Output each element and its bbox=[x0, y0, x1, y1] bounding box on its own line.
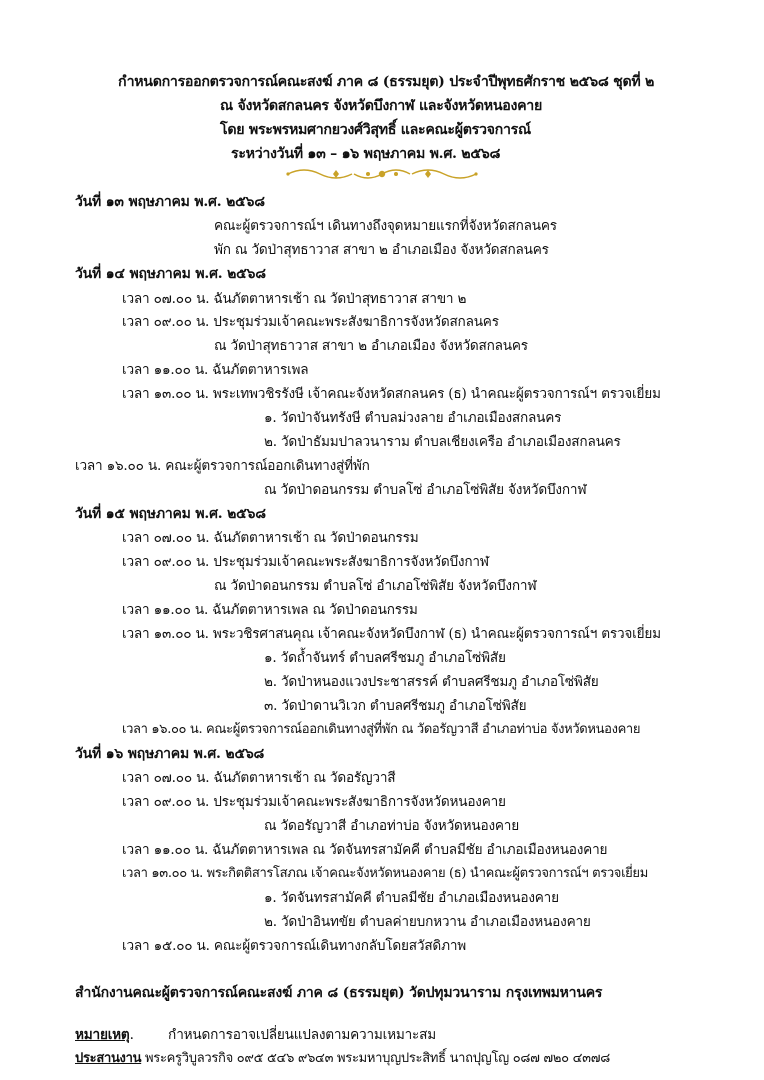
day-15-line-4: เวลา ๑๑.๐๐ น. ฉันภัตตาหารเพล ณ วัดป่าดอนกรรม bbox=[122, 602, 418, 618]
day-13-title: วันที่ ๑๓ พฤษภาคม พ.ศ. ๒๕๖๘ bbox=[75, 194, 265, 210]
day-14-line-4: เวลา ๑๑.๐๐ น. ฉันภัตตาหารเพล bbox=[122, 362, 309, 378]
day-15-line-5: เวลา ๑๓.๐๐ น. พระวชิรศาสนคุณ เจ้าคณะจังหวัดบึงกาฬ (ธ) นำคณะผู้ตรวจการณ์ฯ ตรวจเยี่ยม bbox=[122, 626, 661, 642]
header-line-2: ณ จังหวัดสกลนคร จังหวัดบึงกาฬ และจังหวัดหนองคาย bbox=[220, 98, 542, 114]
day-15-title: วันที่ ๑๕ พฤษภาคม พ.ศ. ๒๕๖๘ bbox=[75, 506, 266, 522]
day-16-line-8: เวลา ๑๕.๐๐ น. คณะผู้ตรวจการณ์เดินทางกลับโดยสวัสดิภาพ bbox=[122, 938, 467, 954]
header-line-4: ระหว่างวันที่ ๑๓ – ๑๖ พฤษภาคม พ.ศ. ๒๕๖๘ bbox=[231, 146, 501, 162]
day-16-line-1: เวลา ๐๗.๐๐ น. ฉันภัตตาหารเช้า ณ วัดอรัญวาสี bbox=[122, 770, 396, 786]
office-signature: สำนักงานคณะผู้ตรวจการณ์คณะสงฆ์ ภาค ๘ (ธรรมยุต) วัดปทุมวนาราม กรุงเทพมหานคร bbox=[75, 985, 603, 1001]
day-15-line-1: เวลา ๐๗.๐๐ น. ฉันภัตตาหารเช้า ณ วัดป่าดอนกรรม bbox=[122, 530, 419, 546]
day-13-line-2: พัก ณ วัดป่าสุทธาวาส สาขา ๒ อำเภอเมือง จังหวัดสกลนคร bbox=[214, 242, 549, 258]
day-16-line-5: เวลา ๑๓.๐๐ น. พระกิตติสารโสภณ เจ้าคณะจังหวัดหนองคาย (ธ) นำคณะผู้ตรวจการณ์ฯ ตรวจเยี่ยม bbox=[122, 866, 648, 881]
day-15-line-9: เวลา ๑๖.๐๐ น. คณะผู้ตรวจการณ์ออกเดินทางสู่ที่พัก ณ วัดอรัญวาสี อำเภอท่าบ่อ จังหวัดหนองคาย bbox=[122, 722, 641, 737]
day-14-line-6: ๑. วัดป่าจันทรังษี ตำบลม่วงลาย อำเภอเมืองสกลนคร bbox=[264, 410, 562, 426]
day-14-line-3: ณ วัดป่าสุทธาวาส สาขา ๒ อำเภอเมือง จังหวัดสกลนคร bbox=[214, 338, 528, 354]
day-16-line-2: เวลา ๐๙.๐๐ น. ประชุมร่วมเจ้าคณะพระสังฆาธิการจังหวัดหนองคาย bbox=[122, 794, 506, 810]
day-16-line-6: ๑. วัดจันทรสามัคคี ตำบลมีชัย อำเภอเมืองหนองคาย bbox=[264, 890, 559, 906]
contact-text: พระครูวิบูลวรกิจ ๐๙๕ ๕๔๖ ๙๖๔๓ พระมหาบุญประสิทธิ์ นาถปุญโญ ๐๘๗ ๗๒๐ ๔๓๗๘ bbox=[145, 1051, 610, 1066]
day-14-line-8: เวลา ๑๖.๐๐ น. คณะผู้ตรวจการณ์ออกเดินทางสู่ที่พัก bbox=[75, 458, 370, 474]
day-13-line-1: คณะผู้ตรวจการณ์ฯ เดินทางถึงจุดหมายแรกที่จังหวัดสกลนคร bbox=[214, 218, 557, 234]
day-16-line-4: เวลา ๑๑.๐๐ น. ฉันภัตตาหารเพล ณ วัดจันทรสามัคคี ตำบลมีชัย อำเภอเมืองหนองคาย bbox=[122, 842, 608, 858]
day-14-line-1: เวลา ๐๗.๐๐ น. ฉันภัตตาหารเช้า ณ วัดป่าสุทธาวาส สาขา ๒ bbox=[122, 291, 467, 307]
day-14-title: วันที่ ๑๔ พฤษภาคม พ.ศ. ๒๕๖๘ bbox=[75, 266, 266, 282]
note-label-suffix: . bbox=[129, 1027, 134, 1043]
day-16-line-3: ณ วัดอรัญวาสี อำเภอท่าบ่อ จังหวัดหนองคาย bbox=[264, 818, 519, 834]
note-row bbox=[75, 1026, 134, 1044]
note-label: หมายเหตุ bbox=[75, 1027, 130, 1043]
day-16-title: วันที่ ๑๖ พฤษภาคม พ.ศ. ๒๕๖๘ bbox=[75, 746, 265, 762]
day-14-line-5: เวลา ๑๓.๐๐ น. พระเทพวชิรรังษี เจ้าคณะจังหวัดสกลนคร (ธ) นำคณะผู้ตรวจการณ์ฯ ตรวจเยี่ยม bbox=[122, 386, 661, 402]
day-15-line-7: ๒. วัดป่าหนองแวงประชาสรรค์ ตำบลศรีชมภู อำเภอโซ่พิสัย bbox=[264, 674, 599, 690]
contact-row bbox=[75, 1050, 610, 1068]
header-line-3: โดย พระพรหมศากยวงศ์วิสุทธิ์ และคณะผู้ตรวจการณ์ bbox=[220, 122, 531, 138]
note-text: กำหนดการอาจเปลี่ยนแปลงตามความเหมาะสม bbox=[168, 1027, 436, 1043]
day-15-line-3: ณ วัดป่าดอนกรรม ตำบลโซ่ อำเภอโซ่พิสัย จังหวัดบึงกาฬ bbox=[214, 578, 537, 594]
day-15-line-6: ๑. วัดถ้ำจันทร์ ตำบลศรีชมภู อำเภอโซ่พิสัย bbox=[264, 650, 506, 666]
day-14-line-9: ณ วัดป่าดอนกรรม ตำบลโซ่ อำเภอโซ่พิสัย จังหวัดบึงกาฬ bbox=[264, 482, 587, 498]
day-16-line-7: ๒. วัดป่าอินทขัย ตำบลค่ายบกหวาน อำเภอเมืองหนองคาย bbox=[264, 914, 591, 930]
contact-label: ประสานงาน bbox=[75, 1051, 142, 1066]
day-15-line-8: ๓. วัดป่าดานวิเวก ตำบลศรีชมภู อำเภอโซ่พิสัย bbox=[264, 698, 527, 714]
decorative-divider-icon bbox=[284, 164, 480, 184]
day-15-line-2: เวลา ๐๙.๐๐ น. ประชุมร่วมเจ้าคณะพระสังฆาธิการจังหวัดบึงกาฬ bbox=[122, 554, 489, 570]
day-14-line-7: ๒. วัดป่าธัมมปาลวนาราม ตำบลเชียงเครือ อำเภอเมืองสกลนคร bbox=[264, 434, 621, 450]
header-line-1: กำหนดการออกตรวจการณ์คณะสงฆ์ ภาค ๘ (ธรรมยุต) ประจำปีพุทธศักราช ๒๕๖๘ ชุดที่ ๒ bbox=[118, 74, 655, 90]
day-14-line-2: เวลา ๐๙.๐๐ น. ประชุมร่วมเจ้าคณะพระสังฆาธิการจังหวัดสกลนคร bbox=[122, 314, 499, 330]
